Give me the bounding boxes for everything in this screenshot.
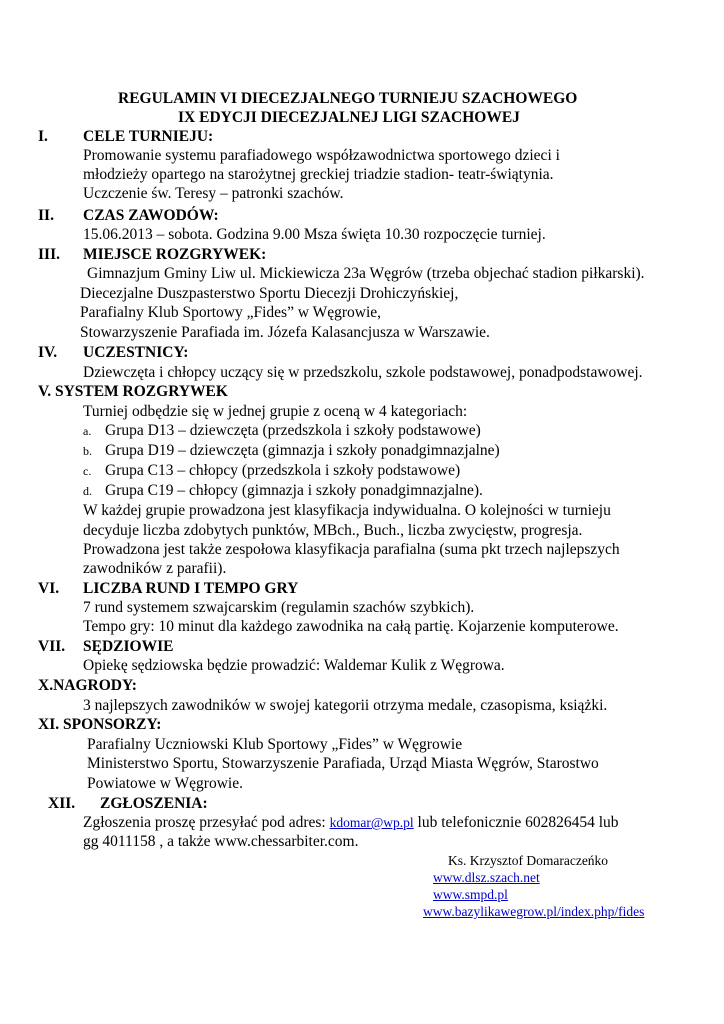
website-link[interactable]: www.smpd.pl — [433, 887, 508, 902]
section-4-heading: UCZESTNICY: — [83, 344, 189, 361]
section-8-line: 3 najlepszych zawodników w swojej kategorii otrzyma medale, czasopisma, książki. — [83, 697, 608, 714]
section-1-line: Promowanie systemu parafiadowego współzawodnictwa sportowego dzieci i — [83, 147, 560, 164]
section-4-line: Dziewczęta i chłopcy uczący się w przedszkolu, szkole podstawowej, ponadpodstawowej. — [83, 364, 643, 381]
section-9-line: Parafialny Uczniowski Klub Sportowy „Fides” w Węgrowie — [87, 736, 463, 753]
section-3-line: Diecezjalne Duszpasterstwo Sportu Diecezji Drohiczyńskiej, — [80, 285, 459, 302]
list-item-letter: a. — [83, 424, 92, 438]
list-item: Grupa C19 – chłopcy (gimnazja i szkoły ponadgimnazjalne). — [105, 482, 483, 499]
section-3-number: III. — [38, 246, 60, 263]
section-1-number: I. — [38, 128, 48, 145]
section-10-text: lub telefonicznie 602826454 lub — [413, 814, 619, 831]
list-item-letter: c. — [83, 464, 92, 478]
section-8-heading: X.NAGRODY: — [38, 677, 137, 694]
section-5-line: Prowadzona jest także zespołowa klasyfikacja parafialna (suma pkt trzech najlepszych — [83, 541, 620, 558]
website-link[interactable]: www.dlsz.szach.net — [433, 870, 540, 885]
section-10-text: Zgłoszenia proszę przesyłać pod adres: — [83, 814, 330, 831]
section-7-number: VII. — [38, 638, 66, 655]
section-6-line: 7 rund systemem szwajcarskim (regulamin szachów szybkich). — [83, 599, 475, 616]
website-link[interactable]: www.bazylikawegrow.pl/index.php/fides — [423, 904, 645, 919]
section-3-heading: MIEJSCE ROZGRYWEK: — [83, 246, 267, 263]
section-1-line: młodzieży opartego na starożytnej greckiej triadzie stadion- teatr-świątynia. — [83, 166, 554, 183]
section-2-number: II. — [38, 207, 54, 224]
signature-name: Ks. Krzysztof Domaraczeńko — [448, 853, 609, 868]
section-6-number: VI. — [38, 580, 60, 597]
section-10-line — [83, 813, 619, 832]
section-5-intro: Turniej odbędzie się w jednej grupie z oceną w 4 kategoriach: — [83, 403, 468, 420]
section-3-line: Parafialny Klub Sportowy „Fides” w Węgrowie, — [80, 304, 382, 321]
section-5-line: W każdej grupie prowadzona jest klasyfikacja indywidualna. O kolejności w turnieju — [83, 502, 611, 519]
list-item: Grupa D19 – dziewczęta (gimnazja i szkoły ponadgimnazjalne) — [105, 442, 500, 459]
section-1-heading: CELE TURNIEJU: — [83, 128, 214, 145]
document-title-line2: IX EDYCJI DIECEZJALNEJ LIGI SZACHOWEJ — [178, 109, 520, 126]
section-9-line: Ministerstwo Sportu, Stowarzyszenie Parafiada, Urząd Miasta Węgrów, Starostwo — [87, 755, 599, 772]
section-6-heading: LICZBA RUND I TEMPO GRY — [83, 580, 299, 597]
section-9-line: Powiatowe w Węgrowie. — [87, 775, 243, 792]
document-title-line1: REGULAMIN VI DIECEZJALNEGO TURNIEJU SZACHOWEGO — [118, 90, 578, 107]
section-2-heading: CZAS ZAWODÓW: — [83, 207, 219, 224]
list-item: Grupa C13 – chłopcy (przedszkola i szkoły podstawowe) — [105, 462, 461, 479]
section-10-number: XII. — [48, 795, 76, 812]
section-1-line: Uczczenie św. Teresy – patronki szachów. — [83, 185, 344, 202]
section-10-line: gg 4011158 , a także www.chessarbiter.com. — [83, 833, 359, 850]
section-5-heading: V. SYSTEM ROZGRYWEK — [38, 383, 228, 400]
section-2-line: 15.06.2013 – sobota. Godzina 9.00 Msza święta 10.30 rozpoczęcie turniej. — [83, 226, 546, 243]
section-10-heading: ZGŁOSZENIA: — [100, 795, 208, 812]
list-item: Grupa D13 – dziewczęta (przedszkola i szkoły podstawowe) — [105, 422, 481, 439]
section-5-line: zawodników z parafii). — [83, 560, 227, 577]
email-link[interactable]: kdomar@wp.pl — [329, 815, 414, 830]
section-4-number: IV. — [38, 344, 58, 361]
section-9-heading: XI. SPONSORZY: — [38, 716, 162, 733]
list-item-letter: d. — [83, 484, 92, 498]
section-7-heading: SĘDZIOWIE — [83, 638, 174, 655]
section-3-line: Stowarzyszenie Parafiada im. Józefa Kalasancjusza w Warszawie. — [80, 324, 490, 341]
section-3-line: Gimnazjum Gminy Liw ul. Mickiewicza 23a Węgrów (trzeba objechać stadion piłkarski). — [87, 265, 645, 282]
section-7-line: Opiekę sędziowska będzie prowadzić: Waldemar Kulik z Węgrowa. — [83, 657, 505, 674]
section-6-line: Tempo gry: 10 minut dla każdego zawodnika na całą partię. Kojarzenie komputerowe. — [83, 618, 619, 635]
section-5-line: decyduje liczba zdobytych punktów, MBch., Buch., liczba zwycięstw, progresja. — [83, 522, 583, 539]
list-item-letter: b. — [83, 444, 92, 458]
